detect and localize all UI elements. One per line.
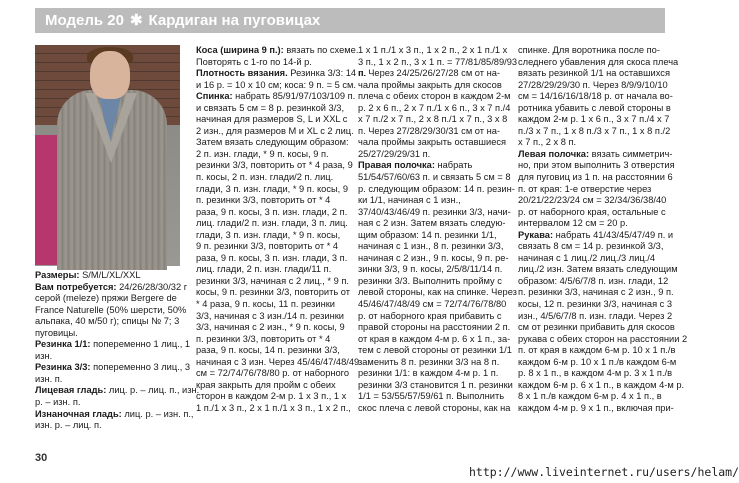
text-span: начиная для размеров S, L и XXL с bbox=[196, 114, 348, 125]
text-span: изн. bbox=[35, 350, 53, 361]
page-number: 30 bbox=[35, 452, 48, 464]
text-span: 27/28/29/29/30 п. Через 8/9/9/10/10 bbox=[518, 79, 668, 90]
text-span: Резинка 3/3: 14 п. bbox=[287, 68, 367, 79]
section-heading: Левая полочка: bbox=[518, 148, 590, 159]
text-line bbox=[518, 333, 688, 346]
text-line bbox=[35, 385, 200, 397]
section-heading: Резинка 3/3: bbox=[35, 362, 91, 373]
text-line bbox=[196, 125, 354, 138]
text-line bbox=[358, 311, 506, 323]
text-line bbox=[358, 172, 511, 184]
text-span: скос плеча с левой стороны, как на bbox=[358, 402, 511, 413]
text-line bbox=[196, 252, 348, 265]
text-span: косы, 9 п. резинки 3/3, повторить от bbox=[196, 287, 350, 298]
text-span: изн. р. – лиц. п. bbox=[35, 420, 102, 431]
text-span: края закрыть для пройм с обеих bbox=[196, 379, 336, 390]
text-line bbox=[358, 160, 506, 172]
text-span: тем с левой стороны от резинки 1/1 bbox=[358, 345, 512, 356]
text-span: пуговицы. bbox=[35, 327, 78, 338]
text-span: плеча с обеих сторон в каждом 2-м bbox=[358, 91, 511, 102]
text-line bbox=[518, 253, 666, 265]
text-line bbox=[518, 195, 666, 207]
text-line bbox=[196, 356, 360, 369]
text-span: 3/3, начиная с 2 изн., * 9 п. косы, 9 bbox=[196, 322, 345, 333]
text-line bbox=[196, 68, 367, 80]
model-number: Модель 20 bbox=[45, 12, 124, 29]
asterisk-icon: ✱ bbox=[129, 12, 143, 29]
text-line bbox=[518, 299, 673, 311]
title-banner bbox=[35, 8, 665, 33]
text-span: вязать резинкой 1/1 на оставшихся bbox=[518, 68, 670, 79]
text-line bbox=[358, 45, 506, 57]
text-span: 2 п. изн. глади, * 9 п. косы, 9 п. bbox=[196, 148, 329, 159]
text-line bbox=[518, 264, 678, 276]
column-right-front bbox=[358, 45, 518, 415]
text-span: заменить 8 п. резинки 3/3 на 8 п. bbox=[358, 356, 500, 367]
text-line bbox=[196, 195, 344, 207]
text-span: но, при этом выполнить 3 отверстия bbox=[518, 160, 675, 171]
text-line bbox=[358, 264, 506, 276]
text-line bbox=[196, 275, 349, 288]
text-span: лиц. р. – лиц. п., изн. bbox=[106, 385, 200, 396]
text-line bbox=[358, 333, 511, 346]
text-span: лиц. глади, 2 п. изн. глади/11 п. bbox=[196, 264, 332, 275]
text-line bbox=[196, 160, 353, 172]
text-span: попеременно 3 лиц., 3 bbox=[90, 362, 191, 373]
text-span: 2 изн., для размеров M и XL с 2 лиц. bbox=[196, 125, 354, 136]
text-line bbox=[358, 252, 509, 265]
text-span: образом: 4/5/6/7/8 п. изн. глади, 12 bbox=[518, 275, 669, 286]
source-url: http://www.liveinternet.ru/users/helam/ bbox=[469, 465, 739, 479]
text-span: вязать симметрич- bbox=[589, 148, 673, 159]
article-title: Кардиган на пуговицах bbox=[148, 12, 321, 29]
text-span: см = 72/74/76/78/80 р. от наборного bbox=[196, 368, 350, 379]
text-line bbox=[518, 275, 669, 288]
text-span: резинки 3/3, начиная с 2 лиц., * 9 п. bbox=[196, 275, 349, 286]
text-span: 24/26/28/30/32 г bbox=[116, 281, 188, 292]
text-line bbox=[518, 218, 666, 230]
text-span: р. 8 х 1 п., в каждом 4-м р. 3 х 1 п./в bbox=[518, 368, 673, 379]
text-span: р. 2 х 6 п., 2 х 7 п./1 х 6 п., 3 х 7 п./4 bbox=[358, 102, 511, 113]
text-line bbox=[196, 137, 349, 149]
text-line bbox=[358, 195, 506, 207]
text-line bbox=[358, 206, 511, 219]
text-line bbox=[196, 114, 348, 126]
text-span: п. от края: 1-е отверстие через bbox=[518, 183, 652, 194]
text-line bbox=[196, 368, 350, 380]
text-line bbox=[196, 299, 344, 311]
text-span: щим образом: 14 п. резинки 1/1, bbox=[358, 229, 497, 240]
text-span: см от резинки прибавить для скосов bbox=[518, 322, 675, 333]
text-span: 3/3, начиная с 3 изн./14 п. резинки bbox=[196, 310, 345, 321]
text-span: набрать 41/43/45/47/49 п. и bbox=[553, 229, 674, 240]
section-heading: Изнаночная гладь: bbox=[35, 408, 122, 419]
text-line bbox=[358, 241, 506, 253]
section-heading: Вам потребуется: bbox=[35, 281, 117, 292]
text-line bbox=[35, 408, 194, 421]
text-span: п. резинки 3/3, повторить от * 4 bbox=[196, 195, 331, 206]
text-span: резинки 3/3. Выполнить пройму с bbox=[358, 275, 502, 286]
text-span: вязать по схеме. bbox=[283, 45, 359, 55]
text-line bbox=[35, 362, 191, 374]
text-span: 9 п. резинки 3/3, повторить от * 4 bbox=[196, 241, 339, 252]
text-line bbox=[358, 126, 506, 138]
text-line bbox=[518, 402, 674, 415]
text-span: ная с 2 изн. Затем вязать следую- bbox=[358, 218, 506, 229]
text-span: раза, 9 п. косы, 3 п. изн. глади, 2 п. bbox=[196, 206, 348, 217]
text-line bbox=[196, 45, 359, 57]
text-line bbox=[196, 183, 349, 196]
text-span: ротника убавить с левой стороны в bbox=[518, 102, 671, 113]
text-span: чала проймы закрыть для скосов bbox=[358, 79, 502, 90]
text-line bbox=[35, 328, 180, 340]
text-span: х 7 п., 2 х 8 п. bbox=[518, 137, 577, 148]
text-span: France Naturelle (50% шерсти, 50% bbox=[35, 304, 187, 315]
text-span: следнего убавления для скоса плеча bbox=[518, 56, 679, 67]
text-span: 8 х 1 п./в каждом 6-м р. 4 х 1 п., в bbox=[518, 391, 662, 402]
text-span: * 4 раза, 9 п. косы, 11 п. резинки bbox=[196, 299, 336, 310]
text-span: раза, 9 п. косы, 14 п. резинки 3/3, bbox=[196, 345, 340, 356]
section-heading: Коса (ширина 9 п.): bbox=[196, 45, 284, 55]
section-heading: Размеры: bbox=[35, 270, 80, 280]
text-span: раза, 9 п. косы, 3 п. изн. глади, 3 п. bbox=[196, 252, 348, 263]
text-span: п. резинки 3/3, повторить от * 4 bbox=[196, 333, 331, 344]
text-span: левой стороны, как на спинке. Через bbox=[358, 287, 517, 298]
text-span: рукава с обеих сторон на расстоянии 2 bbox=[518, 333, 688, 344]
text-line bbox=[35, 293, 180, 305]
text-line bbox=[518, 345, 676, 357]
text-span: р. от наборного края прибавить с bbox=[358, 310, 502, 321]
text-line bbox=[358, 379, 513, 392]
text-span: п. Через 27/28/29/30/31 см от на- bbox=[358, 125, 500, 136]
text-line bbox=[518, 241, 666, 253]
text-span: глади, 3 п. изн. глади, * 9 п. косы, 9 bbox=[196, 183, 349, 194]
text-line bbox=[518, 160, 675, 172]
text-line bbox=[358, 56, 518, 69]
text-line bbox=[518, 379, 685, 392]
text-line bbox=[518, 56, 679, 69]
text-line bbox=[196, 79, 357, 92]
text-line bbox=[358, 68, 506, 80]
text-line bbox=[196, 334, 344, 346]
text-span: сторон в каждом 2-м р. 1 х 3 п., 1 х bbox=[196, 391, 347, 402]
text-line bbox=[358, 357, 506, 369]
text-span: лиц./2 изн. Затем вязать следующим bbox=[518, 264, 678, 275]
text-span: каждом 4-м р. 9 х 1 п., включая при- bbox=[518, 402, 674, 413]
text-span: альпака, 40 м/50 г); спицы № 7; 3 bbox=[35, 316, 180, 327]
text-line bbox=[518, 229, 674, 242]
text-line bbox=[518, 125, 671, 138]
pink-sleeve bbox=[35, 135, 57, 265]
text-line bbox=[358, 102, 511, 115]
text-span: 45/46/47/48/49 см = 72/74/76/78/80 bbox=[358, 299, 507, 310]
text-line bbox=[196, 287, 350, 299]
text-line bbox=[35, 304, 187, 317]
text-line bbox=[518, 91, 673, 103]
text-line bbox=[196, 391, 347, 403]
text-span: для пуговиц из 1 п. на расстоянии 6 bbox=[518, 172, 673, 183]
text-span: см = 14/16/16/18/18 р. от начала во- bbox=[518, 91, 673, 102]
text-span: чала проймы закрыть оставшиеся bbox=[358, 137, 507, 148]
text-line bbox=[35, 270, 180, 282]
text-span: р. следующим образом: 14 п. резин- bbox=[358, 183, 515, 194]
text-span: 25/27/29/29/31 п. bbox=[358, 148, 431, 159]
text-line bbox=[358, 391, 506, 403]
text-span: каждом 6-м р. 10 х 1 п./в каждом 6-м bbox=[518, 356, 677, 367]
text-span: 1 х 1 п./1 х 3 п., 1 х 2 п., 2 х 1 п./1 х bbox=[358, 45, 508, 55]
text-span: изн. п. bbox=[35, 373, 63, 384]
text-line bbox=[196, 91, 356, 103]
text-span: и связать 5 см = 8 р. резинкой 3/3, bbox=[196, 102, 345, 113]
text-span: п. косы, 2 п. изн. глади/2 п. лиц. bbox=[196, 172, 334, 183]
text-span: косы, 12 п. резинки 3/3, начиная с 3 bbox=[518, 299, 673, 310]
head bbox=[90, 51, 130, 99]
text-line bbox=[358, 114, 506, 126]
text-span: лиц. глади/2 п. изн. глади, 3 п. лиц. bbox=[196, 218, 348, 229]
text-span: начиная с 3 изн. Через 45/46/47/48/49 bbox=[196, 356, 360, 367]
text-line bbox=[358, 230, 506, 242]
text-span: правой стороны на расстоянии 2 п. bbox=[358, 322, 511, 333]
text-line bbox=[196, 345, 344, 357]
text-line bbox=[196, 218, 348, 230]
section-heading: Рукава: bbox=[518, 229, 554, 240]
text-line bbox=[196, 206, 348, 219]
model-photo bbox=[35, 45, 180, 266]
text-span: р. – изн. п. bbox=[35, 397, 81, 408]
text-line bbox=[196, 311, 344, 323]
text-line bbox=[358, 183, 515, 196]
text-line bbox=[35, 351, 180, 363]
text-span: ки 1/1, начиная с 1 изн., bbox=[358, 195, 461, 206]
text-span: п. Через 24/25/26/27/28 см от на- bbox=[358, 68, 500, 79]
text-span: лиц. р. – изн. п., bbox=[121, 408, 194, 419]
text-span: начиная с 2 изн., 9 п. косы, 9 п. ре- bbox=[358, 252, 509, 263]
text-span: начиная с 1 лиц./2 лиц./3 лиц./4 bbox=[518, 252, 656, 263]
text-span: от края в каждом 4-м р. 6 х 1 п., за- bbox=[358, 333, 511, 344]
text-line bbox=[196, 172, 344, 184]
text-line bbox=[358, 368, 506, 380]
text-line bbox=[518, 114, 670, 126]
text-line bbox=[518, 172, 673, 184]
text-line bbox=[35, 316, 180, 328]
text-line bbox=[358, 276, 506, 288]
text-line bbox=[35, 397, 180, 409]
text-span: резинки 3/3, повторить от * 4 раза, 9 bbox=[196, 160, 353, 171]
text-line bbox=[518, 102, 671, 115]
text-span: зинки 3/3, 9 п. косы, 2/5/8/11/14 п. bbox=[358, 264, 503, 275]
text-line bbox=[196, 322, 344, 334]
text-line bbox=[358, 299, 506, 311]
text-span: серой (meleze) пряжи Bergere de bbox=[35, 293, 177, 304]
text-span: набрать 85/91/97/103/109 п. bbox=[232, 91, 356, 102]
section-heading: Правая полочка: bbox=[358, 160, 435, 171]
text-line bbox=[196, 241, 344, 253]
text-span: Повторять с 1-го по 14-й р. bbox=[196, 56, 312, 67]
text-span: попеременно 1 лиц., 1 bbox=[90, 339, 191, 350]
text-line bbox=[358, 402, 511, 415]
text-span: начиная с 1 изн., 8 п. резинки 3/3, bbox=[358, 241, 504, 252]
text-line bbox=[518, 45, 666, 57]
text-line bbox=[358, 322, 511, 334]
text-line bbox=[196, 264, 344, 276]
section-heading: Резинка 1/1: bbox=[35, 339, 91, 350]
text-span: набрать bbox=[434, 160, 473, 171]
text-span: резинки 3/3 становится 1 п. резинки bbox=[358, 379, 513, 390]
text-span: глади, 3 п. изн. глади, * 9 п. косы, bbox=[196, 229, 341, 240]
text-line bbox=[518, 207, 666, 219]
text-line bbox=[196, 380, 344, 392]
text-line bbox=[358, 287, 517, 299]
text-span: 1/1 = 53/55/57/59/61 п. Выполнить bbox=[358, 391, 505, 402]
text-span: 3 п., 1 х 2 п., 3 х 1 п. = 77/81/85/89/93 bbox=[358, 56, 518, 67]
text-line bbox=[35, 281, 188, 294]
text-line bbox=[518, 368, 673, 380]
text-span: Затем вязать следующим образом: bbox=[196, 137, 349, 148]
text-line bbox=[196, 402, 351, 415]
text-line bbox=[35, 339, 191, 351]
section-heading: Спинка: bbox=[196, 91, 233, 102]
text-span: 51/54/57/60/63 п. и связать 5 см = 8 bbox=[358, 172, 511, 183]
text-span: спинке. Для воротника после по- bbox=[518, 45, 660, 55]
section-heading: Плотность вязания. bbox=[196, 68, 288, 79]
text-line bbox=[518, 68, 670, 80]
text-line bbox=[518, 391, 666, 403]
text-line bbox=[518, 80, 666, 92]
text-span: интервалом 12 см = 20 р. bbox=[518, 218, 628, 229]
text-line bbox=[518, 322, 675, 334]
text-span: п. от края в каждом 6-м р. 10 х 1 п./в bbox=[518, 345, 676, 356]
text-line bbox=[196, 57, 344, 69]
text-span: связать 8 см = 14 р. резинкой 3/3, bbox=[518, 241, 664, 252]
text-line bbox=[358, 149, 506, 161]
text-span: п./3 х 7 п., 1 х 8 п./3 х 7 п., 1 х 8 п./2 bbox=[518, 125, 671, 136]
text-span: х 7 п./2 х 7 п., 2 х 8 п./1 х 7 п., 3 х 8 bbox=[358, 114, 508, 125]
text-line bbox=[518, 184, 666, 196]
text-line bbox=[518, 137, 666, 149]
text-line bbox=[196, 149, 344, 161]
text-span: каждом 6-м р. 6 х 1 п., в каждом 4-м р. bbox=[518, 379, 685, 390]
text-span: S/M/L/XL/XXL bbox=[79, 270, 141, 280]
text-span: 37/40/43/46/49 п. резинки 3/3, начи- bbox=[358, 206, 511, 217]
text-span: п. резинки 3/3, начиная с 2 изн., 9 п. bbox=[518, 287, 674, 298]
column-back bbox=[196, 45, 367, 415]
text-span: р. от наборного края, остальные с bbox=[518, 206, 666, 217]
text-span: и 16 р. = 10 х 10 см; коса: 9 п. = 5 см. bbox=[196, 79, 357, 90]
text-line bbox=[35, 420, 180, 432]
text-line bbox=[518, 148, 673, 161]
text-line bbox=[196, 230, 344, 242]
text-span: каждом 2-м р. 1 х 6 п., 3 х 7 п./4 х 7 bbox=[518, 114, 670, 125]
column-left-front-sleeves bbox=[518, 45, 688, 415]
text-line bbox=[35, 374, 180, 386]
text-line bbox=[358, 91, 511, 103]
text-line bbox=[358, 345, 512, 357]
text-span: изн., 4/5/6/7/8 п. изн. глади. Через 2 bbox=[518, 310, 673, 321]
text-span: 1 п./1 х 3 п., 2 х 1 п./1 х 3 п., 1 х 2 п., bbox=[196, 402, 351, 413]
text-line bbox=[358, 218, 506, 230]
text-span: 20/21/22/23/24 см = 32/34/36/38/40 bbox=[518, 195, 667, 206]
column-materials bbox=[35, 270, 200, 432]
text-line bbox=[518, 287, 674, 299]
text-line bbox=[358, 137, 506, 149]
text-line bbox=[196, 103, 344, 115]
text-line bbox=[518, 356, 677, 369]
text-span: резинки 1/1: в каждом 4-м р. 1 п. bbox=[358, 368, 499, 379]
section-heading: Лицевая гладь: bbox=[35, 385, 107, 396]
text-line bbox=[518, 310, 673, 323]
text-line bbox=[358, 80, 506, 92]
